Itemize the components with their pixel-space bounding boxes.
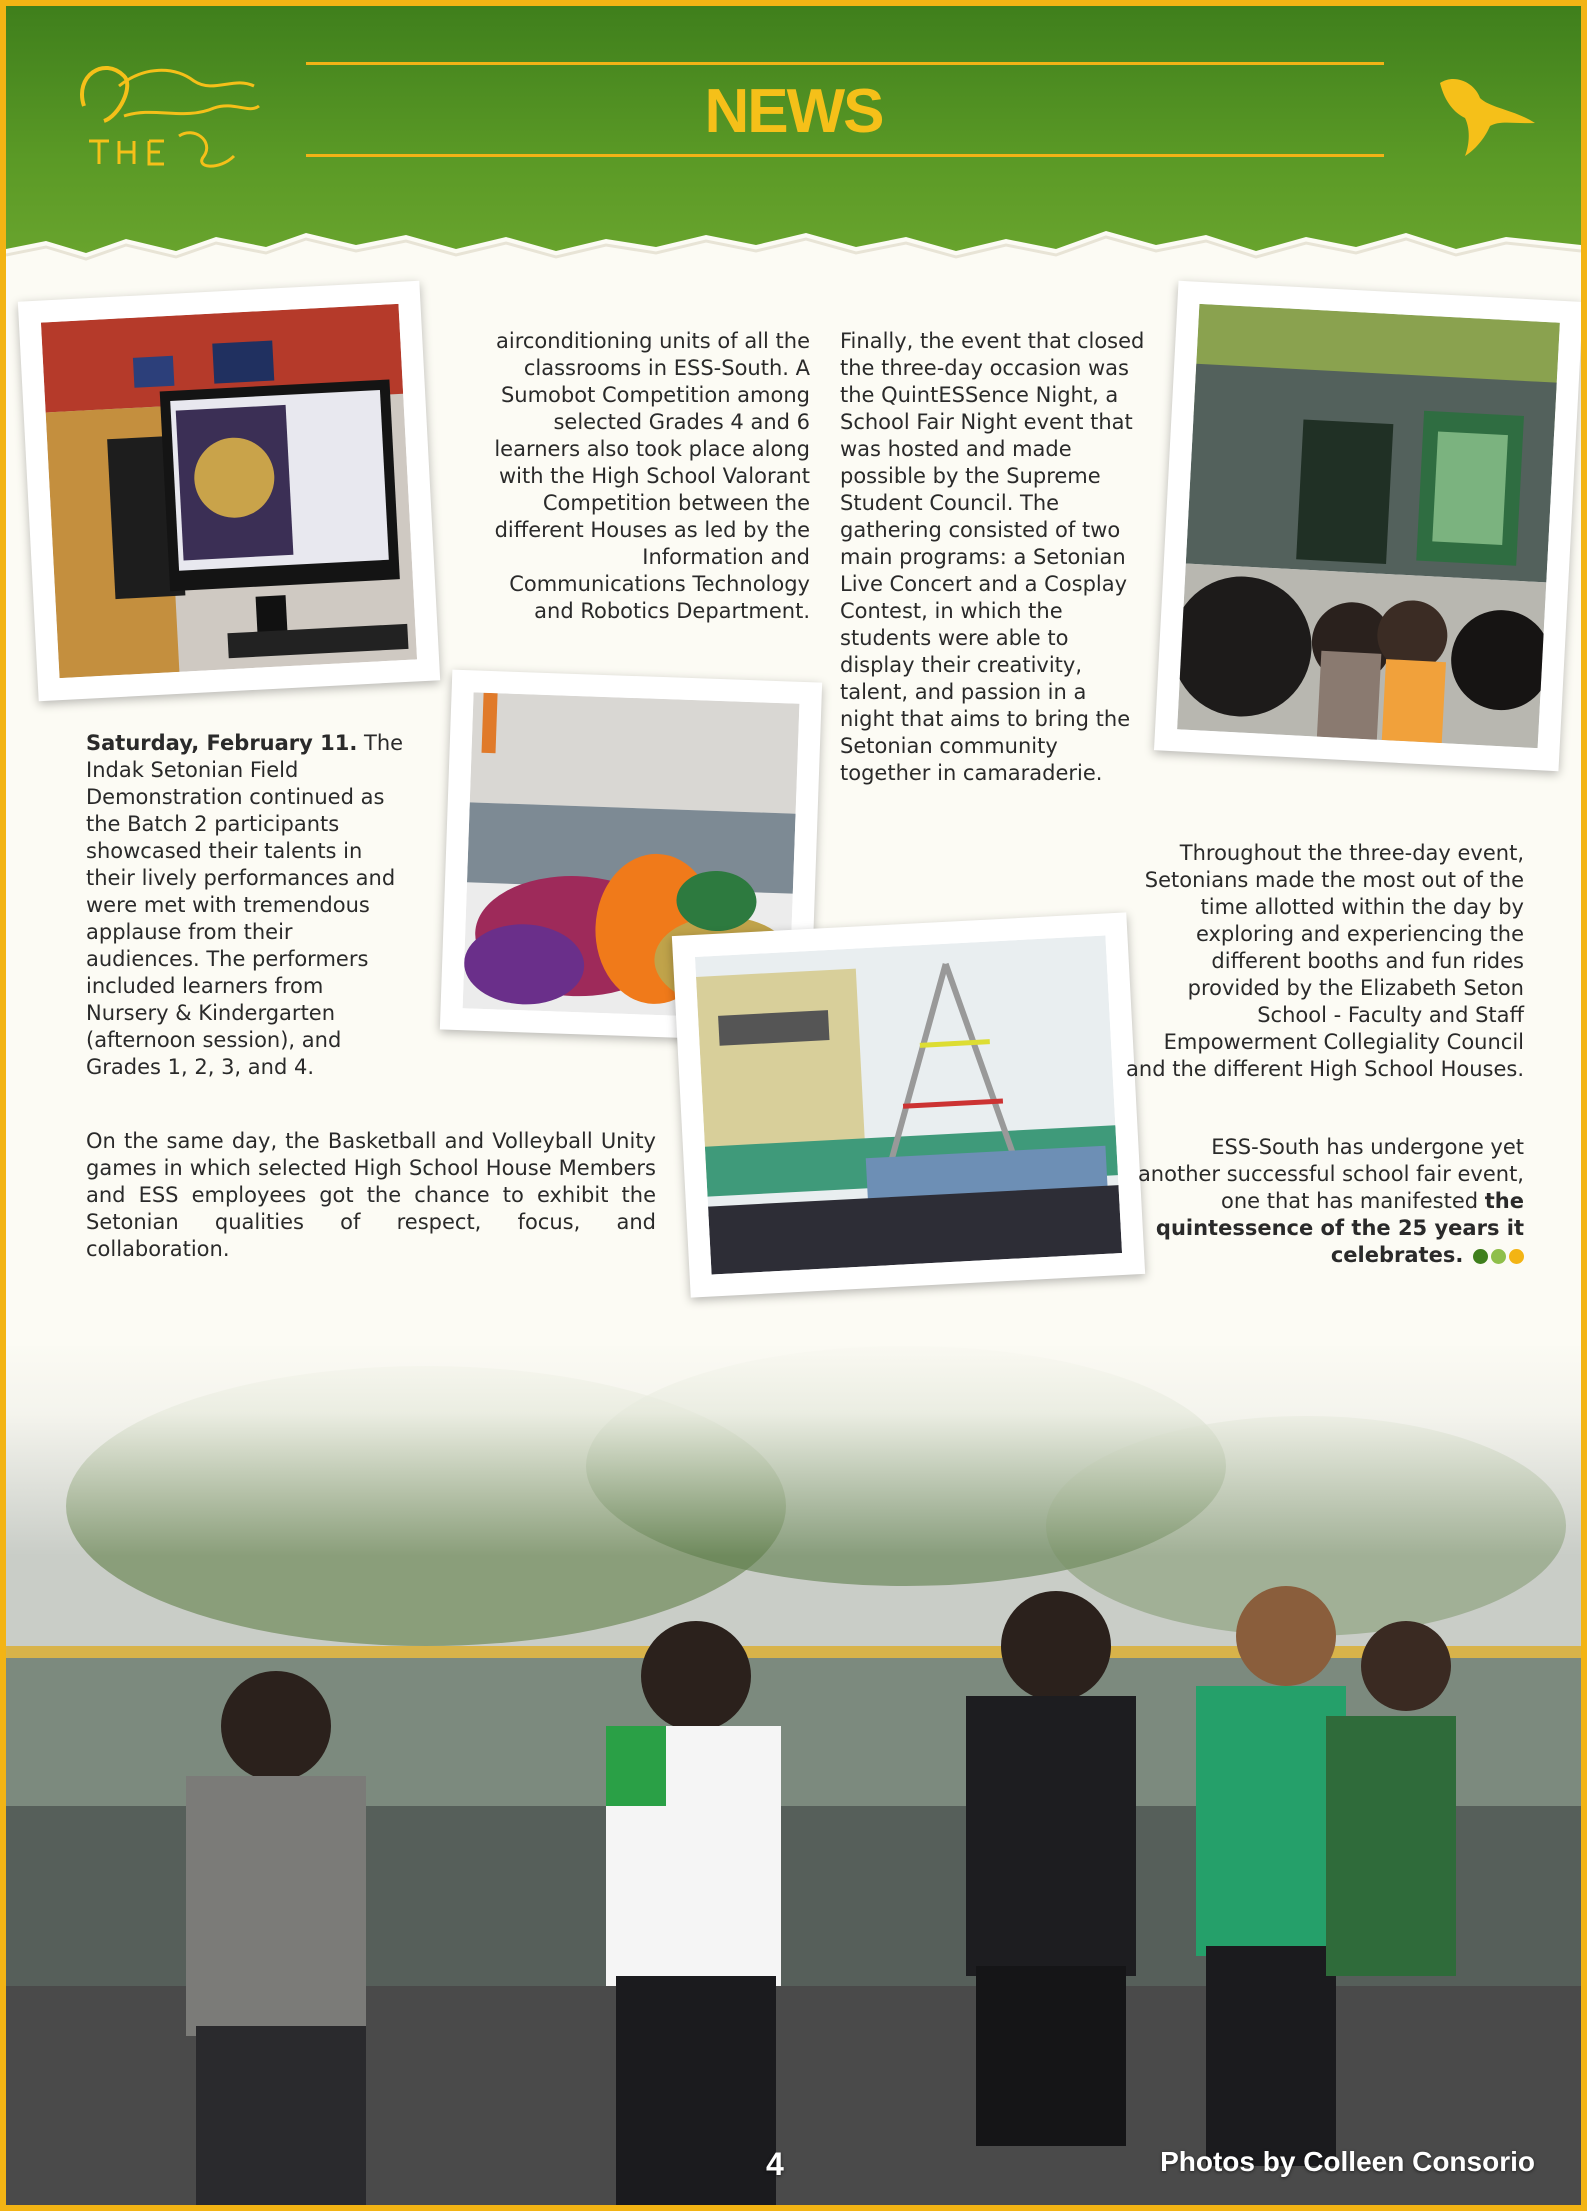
article-column-e: Throughout the three-day event, Setonians made the most out of the time allotted within the day by exploring and experiencing the different booths and fun rides provided by the Elizabeth Seton School - Faculty and Staff Empowerment Collegiality Council and the different High School Houses. <box>1126 841 1524 1081</box>
photo-live-concert <box>1154 281 1583 772</box>
closing-highlight: the quintessence of the 25 years it celebrates. <box>1155 1189 1524 1267</box>
publication-logo <box>64 46 274 176</box>
article-column-b: Finally, the event that closed the three-day occasion was the QuintESSence Night, a School Fair Night event that was hosted and made possible by the Supreme Student Council. The gathering consisted of two main programs: a Setonian Live Concert and a Cosplay Contest, in which the students were able to display their creativity, talent, and passion in a night that aims to bring the Setonian community together in camaraderie. <box>840 329 1145 785</box>
live-concert-image <box>1177 304 1560 748</box>
article-column-f <box>1126 1134 1524 1269</box>
header-rule-top <box>306 62 1384 65</box>
bird-icon <box>1430 68 1540 158</box>
end-dot-lightgreen <box>1491 1249 1506 1264</box>
end-dots <box>1470 1243 1524 1267</box>
article-column-f-body: ESS-South has undergone yet another successful school fair event, one that has manifested <box>1137 1135 1524 1213</box>
torn-paper-edge <box>6 211 1581 301</box>
header-rule-bottom <box>306 154 1384 157</box>
section-title: NEWS <box>704 77 883 146</box>
computer-lab-image <box>41 304 417 678</box>
photo-computer-lab <box>18 281 440 701</box>
page-number: 4 <box>766 2146 784 2182</box>
end-dot-gold <box>1509 1249 1524 1264</box>
photo-fun-ride <box>672 912 1145 1297</box>
end-dot-green <box>1473 1249 1488 1264</box>
photo-fade-overlay <box>6 1336 1581 1556</box>
article-column-d: On the same day, the Basketball and Volleyball Unity games in which selected High School House Members and ESS employees got the chance to exhibit the Setonian qualities of respect, focus, and collaboration. <box>86 1129 656 1261</box>
article-column-c <box>86 730 404 1081</box>
date-lead: Saturday, February 11. <box>86 731 358 755</box>
article-column-a: airconditioning units of all the classrooms in ESS-South. A Sumobot Competition among selected Grades 4 and 6 learners also took place along with the High School Valorant Competition between the different Houses as led by the Information and Communications Technology and Robotics Department. <box>494 329 810 623</box>
photo-credit: Photos by Colleen Consorio <box>1160 2146 1535 2177</box>
fun-ride-image <box>695 935 1122 1274</box>
article-column-c-body: The Indak Setonian Field Demonstration continued as the Batch 2 participants showcased their talents in their lively performances and were met with tremendous applause from their audiences. The performers included learners from Nursery & Kindergarten (afternoon session), and Grades 1, 2, 3, and 4. <box>86 731 404 1079</box>
